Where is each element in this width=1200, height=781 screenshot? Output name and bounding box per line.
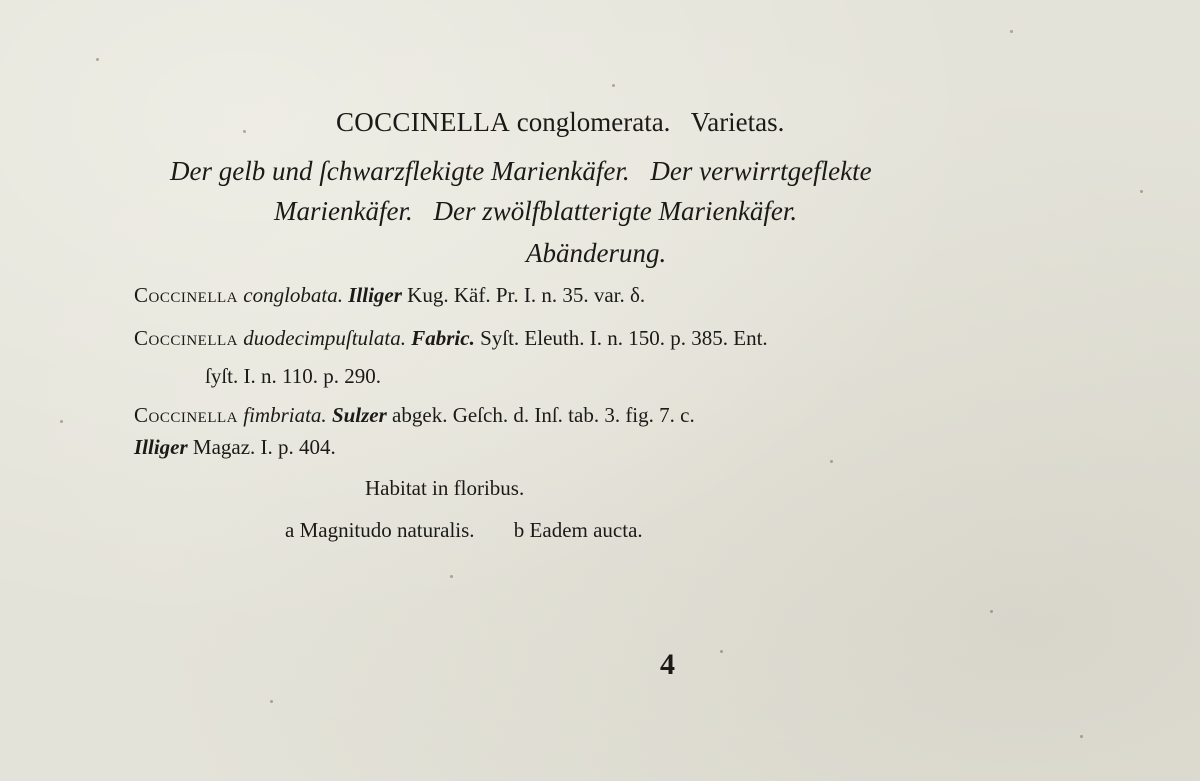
german-name-2-cont: Marienkäfer. <box>274 196 413 226</box>
reference-citation: Kug. Käf. Pr. I. n. 35. var. δ. <box>407 283 646 307</box>
reference-2-continuation <box>205 364 381 389</box>
paper-speck <box>990 610 993 613</box>
german-names-line-1 <box>170 156 872 187</box>
german-name-2: Der verwirrtgeflekte <box>650 156 872 186</box>
german-names-line-3 <box>526 238 666 269</box>
reference-citation-cont: ſyſt. I. n. 110. p. 290. <box>205 364 381 388</box>
reference-genus: Coccinella <box>134 403 238 427</box>
page-title <box>336 107 784 138</box>
page-number: 4 <box>660 648 675 681</box>
german-abaenderung: Abänderung. <box>526 238 667 268</box>
title-species: conglomerata. <box>516 107 671 137</box>
habitat-note: Habitat in floribus. <box>365 476 525 500</box>
paper-speck <box>612 84 615 87</box>
title-varietas: Varietas. <box>690 107 785 137</box>
paper-speck <box>450 575 453 578</box>
reference-species: fimbriata. <box>243 403 327 427</box>
reference-author: Illiger <box>134 435 188 459</box>
reference-1 <box>134 283 645 308</box>
reference-2 <box>134 326 768 351</box>
title-genus: COCCINELLA <box>336 107 510 137</box>
reference-3-continuation <box>134 435 336 460</box>
reference-author: Sulzer <box>331 403 387 427</box>
paper-speck <box>1010 30 1013 33</box>
reference-citation-cont: Magaz. I. p. 404. <box>192 435 336 459</box>
reference-author: Fabric. <box>411 326 475 350</box>
paper-speck <box>1140 190 1143 193</box>
caption-b: b Eadem aucta. <box>513 518 643 542</box>
paper-speck <box>96 58 99 61</box>
reference-species: conglobata. <box>243 283 343 307</box>
reference-genus: Coccinella <box>134 326 238 350</box>
paper-speck <box>60 420 63 423</box>
paper-speck <box>720 650 723 653</box>
reference-species: duodecimpuſtulata. <box>243 326 406 350</box>
paper-speck <box>830 460 833 463</box>
german-name-3: Der zwölfblatterigte Marienkäfer. <box>433 196 798 226</box>
german-names-line-2 <box>274 196 797 227</box>
paper-speck <box>270 700 273 703</box>
figure-caption <box>285 518 643 543</box>
paper-speck <box>243 130 246 133</box>
reference-citation: Syſt. Eleuth. I. n. 150. p. 385. Ent. <box>480 326 768 350</box>
german-name-1: Der gelb und ſchwarzflekigte Marienkäfer. <box>170 156 630 186</box>
reference-author: Illiger <box>348 283 402 307</box>
reference-genus: Coccinella <box>134 283 238 307</box>
paper-speck <box>1080 735 1083 738</box>
caption-a: a Magnitudo naturalis. <box>285 518 475 542</box>
reference-3 <box>134 403 695 428</box>
reference-citation: abgek. Geſch. d. Inſ. tab. 3. fig. 7. c. <box>392 403 695 427</box>
